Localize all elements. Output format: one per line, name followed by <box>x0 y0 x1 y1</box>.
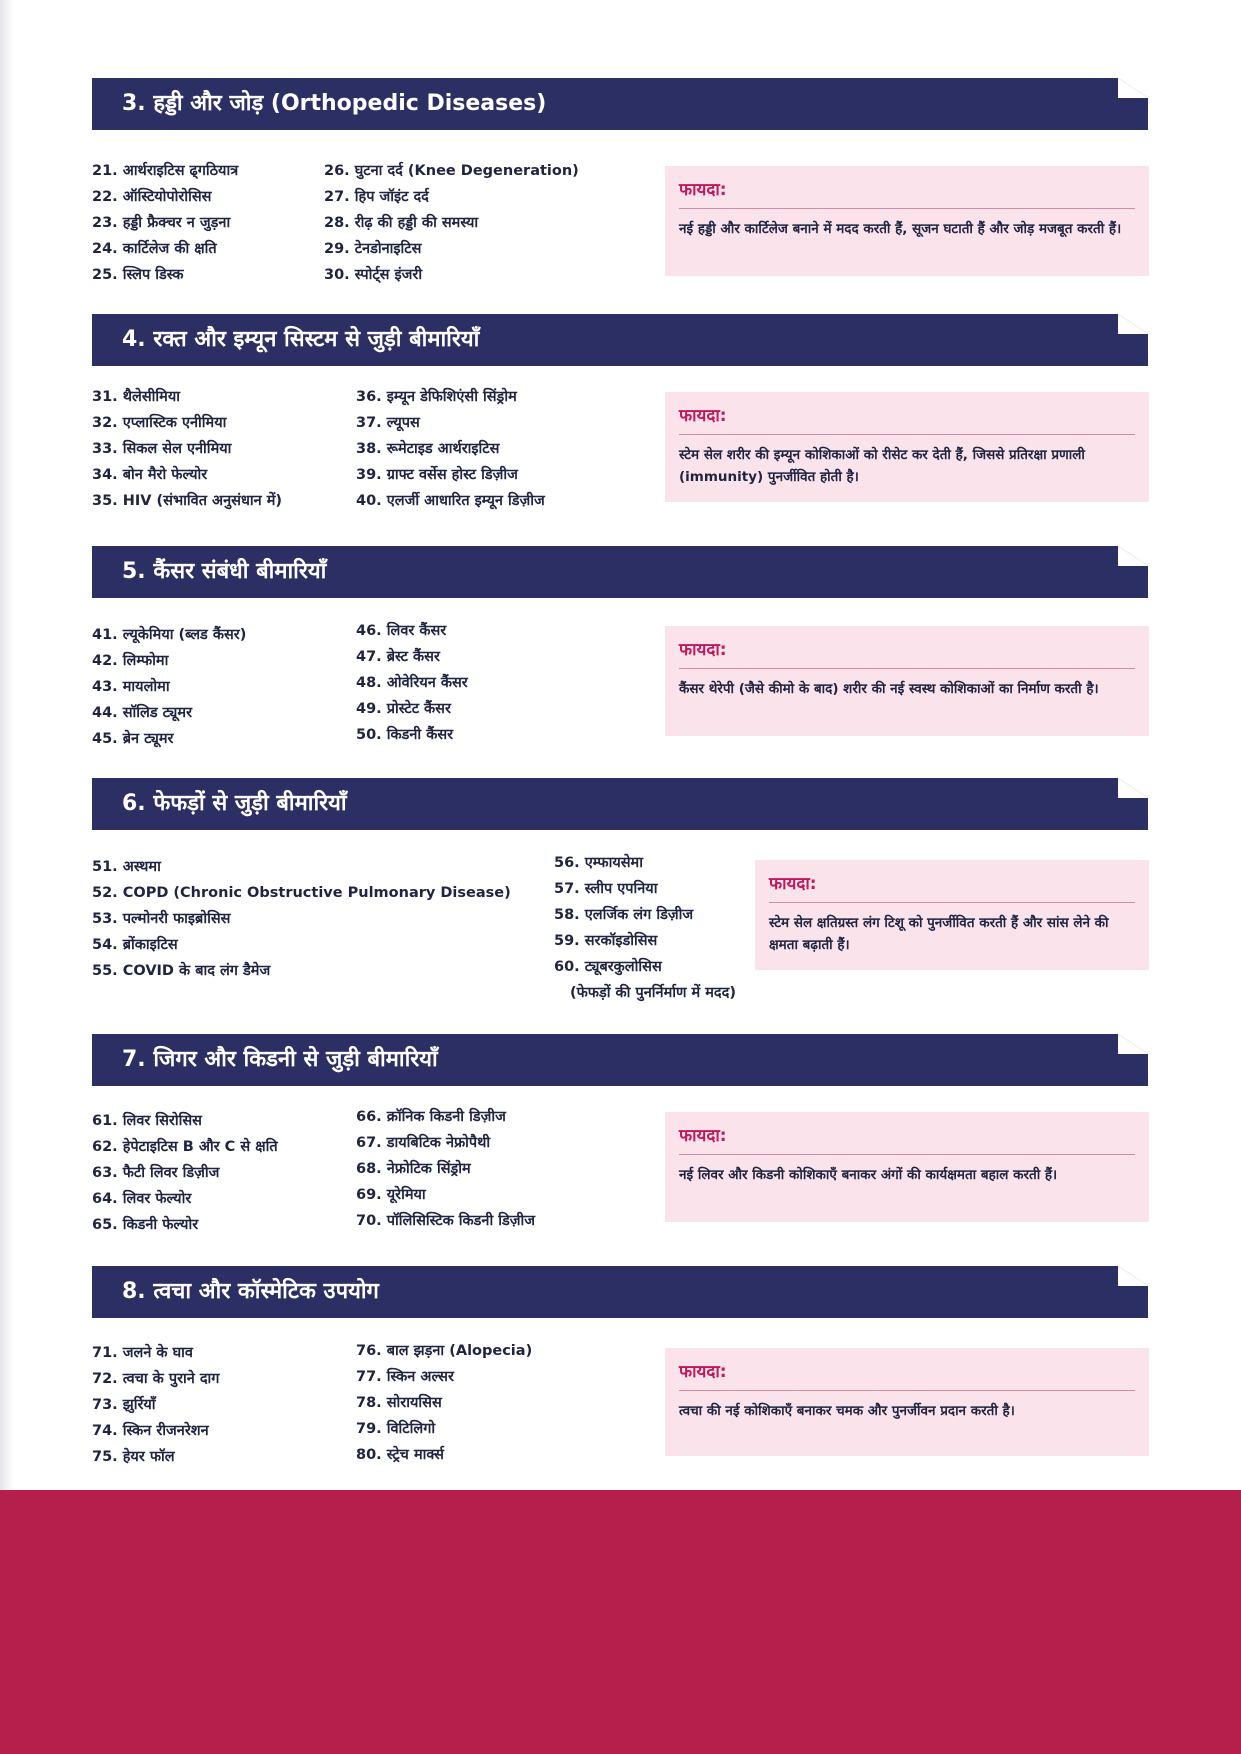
list-item: 56. एम्फायसेमा <box>554 855 643 871</box>
list-item: 67. डायबिटिक नेफ्रोपैथी <box>356 1135 491 1151</box>
benefit-box <box>665 1112 1149 1222</box>
list-item: 78. सोरायसिस <box>356 1395 442 1411</box>
list-item: 66. क्रॉनिक किडनी डिज़ीज <box>356 1109 506 1125</box>
disease-list-right <box>356 618 468 748</box>
list-item: 61. लिवर सिरोसिस <box>92 1113 202 1129</box>
benefit-title: फायदा: <box>679 638 1135 669</box>
list-item: 44. सॉलिड ट्यूमर <box>92 705 193 721</box>
footer-band <box>0 1490 1241 1754</box>
section-title: 8. त्वचा और कॉस्मेटिक उपयोग <box>122 1279 379 1304</box>
list-item: 72. त्वचा के पुराने दाग <box>92 1371 220 1387</box>
benefit-box <box>665 1348 1149 1456</box>
disease-list-left <box>92 622 246 752</box>
list-item: 76. बाल झड़ना (Alopecia) <box>356 1343 533 1359</box>
list-item: 24. कार्टिलेज की क्षति <box>92 241 217 257</box>
list-item: 31. थैलेसीमिया <box>92 389 180 405</box>
disease-list-right <box>356 1104 535 1234</box>
list-item: 32. एप्लास्टिक एनीमिया <box>92 415 227 431</box>
list-item: 58. एलर्जिक लंग डिज़ीज <box>554 907 694 923</box>
disease-list-left <box>92 158 238 288</box>
list-item: 55. COVID के बाद लंग डैमेज <box>92 963 271 979</box>
benefit-text: स्टेम सेल शरीर की इम्यून कोशिकाओं को रीसेट कर देती हैं, जिससे प्रतिरक्षा प्रणाली (immunity) पुनर्जीवित होती है। <box>679 447 1085 485</box>
benefit-title: फायदा: <box>679 1124 1135 1155</box>
list-item: 46. लिवर कैंसर <box>356 623 447 639</box>
list-item: 52. COPD (Chronic Obstructive Pulmonary Disease) <box>92 885 511 901</box>
section-title: 4. रक्त और इम्यून सिस्टम से जुड़ी बीमारियाँ <box>122 327 480 352</box>
section-title: 7. जिगर और किडनी से जुड़ी बीमारियाँ <box>122 1047 438 1072</box>
list-item: 27. हिप जॉइंट दर्द <box>324 189 429 205</box>
list-item: 74. स्किन रीजनरेशन <box>92 1423 209 1439</box>
list-item: 54. ब्रोंकाइटिस <box>92 937 178 953</box>
list-item: 59. सरकॉइडोसिस <box>554 933 658 949</box>
disease-list-left <box>92 1108 278 1238</box>
disease-list-left <box>92 1340 219 1470</box>
benefit-text: कैंसर थेरेपी (जैसे कीमो के बाद) शरीर की नई स्वस्थ कोशिकाओं का निर्माण करती है। <box>679 681 1099 697</box>
section-title: 5. कैंसर संबंधी बीमारियाँ <box>122 559 327 584</box>
section-title: 6. फेफड़ों से जुड़ी बीमारियाँ <box>122 791 347 816</box>
list-item: 63. फैटी लिवर डिज़ीज <box>92 1165 220 1181</box>
benefit-text: नई हड्डी और कार्टिलेज बनाने में मदद करती हैं, सूजन घटाती हैं और जोड़ मजबूत करती हैं। <box>679 221 1122 237</box>
benefit-title: फायदा: <box>769 872 1135 903</box>
list-item: 42. लिम्फोमा <box>92 653 169 669</box>
list-item: 35. HIV (संभावित अनुसंधान में) <box>92 493 283 509</box>
list-item: 65. किडनी फेल्योर <box>92 1217 199 1233</box>
list-item: 33. सिकल सेल एनीमिया <box>92 441 232 457</box>
disease-list-right <box>324 158 579 288</box>
list-item: 25. स्लिप डिस्क <box>92 267 184 283</box>
benefit-text: त्वचा की नई कोशिकाएँ बनाकर चमक और पुनर्जीवन प्रदान करती है। <box>679 1403 1015 1419</box>
list-item: 50. किडनी कैंसर <box>356 727 454 743</box>
list-item: 40. एलर्जी आधारित इम्यून डिज़ीज <box>356 493 545 509</box>
list-item: 45. ब्रेन ट्यूमर <box>92 731 174 747</box>
list-item: 23. हड्डी फ्रैक्चर न जुड़ना <box>92 215 231 231</box>
list-item: 21. आर्थराइटिस ढ्गठियात्र <box>92 163 239 179</box>
list-item: 43. मायलोमा <box>92 679 170 695</box>
benefit-box <box>665 626 1149 736</box>
list-item: 51. अस्थमा <box>92 859 161 875</box>
list-item: 75. हेयर फॉल <box>92 1449 175 1465</box>
benefit-box <box>665 392 1149 502</box>
disease-list-right <box>356 384 545 514</box>
list-item: 47. ब्रेस्ट कैंसर <box>356 649 440 665</box>
list-item: 64. लिवर फेल्योर <box>92 1191 192 1207</box>
list-item: 36. इम्यून डेफिशिएंसी सिंड्रोम <box>356 389 517 405</box>
list-item: 30. स्पोर्ट्स इंजरी <box>324 267 423 283</box>
benefit-text: स्टेम सेल क्षतिग्रस्त लंग टिशू को पुनर्जीवित करती हैं और सांस लेने की क्षमता बढ़ाती हैं। <box>769 915 1109 953</box>
list-item: 22. ऑस्टियोपोरोसिस <box>92 189 212 205</box>
list-item: 34. बोन मैरो फेल्योर <box>92 467 208 483</box>
list-item: 28. रीढ़ की हड्डी की समस्या <box>324 215 479 231</box>
benefit-title: फायदा: <box>679 1360 1135 1391</box>
list-item: 71. जलने के घाव <box>92 1345 193 1361</box>
list-item: 38. रूमेटाइड आर्थराइटिस <box>356 441 500 457</box>
list-item-note: (फेफड़ों की पुनर्निर्माण में मदद) <box>570 985 736 1001</box>
disease-list-left <box>92 384 282 514</box>
benefit-box <box>755 860 1149 970</box>
list-item: 73. झुर्रियाँ <box>92 1397 156 1413</box>
list-item: 77. स्किन अल्सर <box>356 1369 454 1385</box>
disease-list-right <box>356 1338 532 1468</box>
list-item: 41. ल्यूकेमिया (ब्लड कैंसर) <box>92 627 247 643</box>
list-item: 49. प्रोस्टेट कैंसर <box>356 701 451 717</box>
benefit-box <box>665 166 1149 276</box>
benefit-title: फायदा: <box>679 178 1135 209</box>
list-item: 26. घुटना दर्द (Knee Degeneration) <box>324 163 579 179</box>
list-item: 37. ल्यूपस <box>356 415 420 431</box>
list-item: 53. पल्मोनरी फाइब्रोसिस <box>92 911 231 927</box>
list-item: 60. ट्यूबरकुलोसिस <box>554 959 662 975</box>
disease-list-left <box>92 854 511 984</box>
list-item: 69. यूरेमिया <box>356 1187 426 1203</box>
list-item: 70. पॉलिसिस्टिक किडनी डिज़ीज <box>356 1213 536 1229</box>
benefit-title: फायदा: <box>679 404 1135 435</box>
list-item: 80. स्ट्रेच मार्क्स <box>356 1447 444 1463</box>
section-title: 3. हड्डी और जोड़ (Orthopedic Diseases) <box>122 91 547 116</box>
list-item: 29. टेनडोनाइटिस <box>324 241 422 257</box>
list-item: 48. ओवेरियन कैंसर <box>356 675 468 691</box>
page-edge-shadow <box>0 0 14 1490</box>
list-item: 68. नेफ्रोटिक सिंड्रोम <box>356 1161 471 1177</box>
list-item: 62. हेपेटाइटिस B और C से क्षति <box>92 1139 278 1155</box>
disease-list-right <box>554 850 736 1006</box>
list-item: 39. ग्राफ्ट वर्सेस होस्ट डिज़ीज <box>356 467 518 483</box>
list-item: 57. स्लीप एपनिया <box>554 881 658 897</box>
benefit-text: नई लिवर और किडनी कोशिकाएँ बनाकर अंगों की कार्यक्षमता बहाल करती हैं। <box>679 1167 1058 1183</box>
list-item: 79. विटिलिगो <box>356 1421 436 1437</box>
